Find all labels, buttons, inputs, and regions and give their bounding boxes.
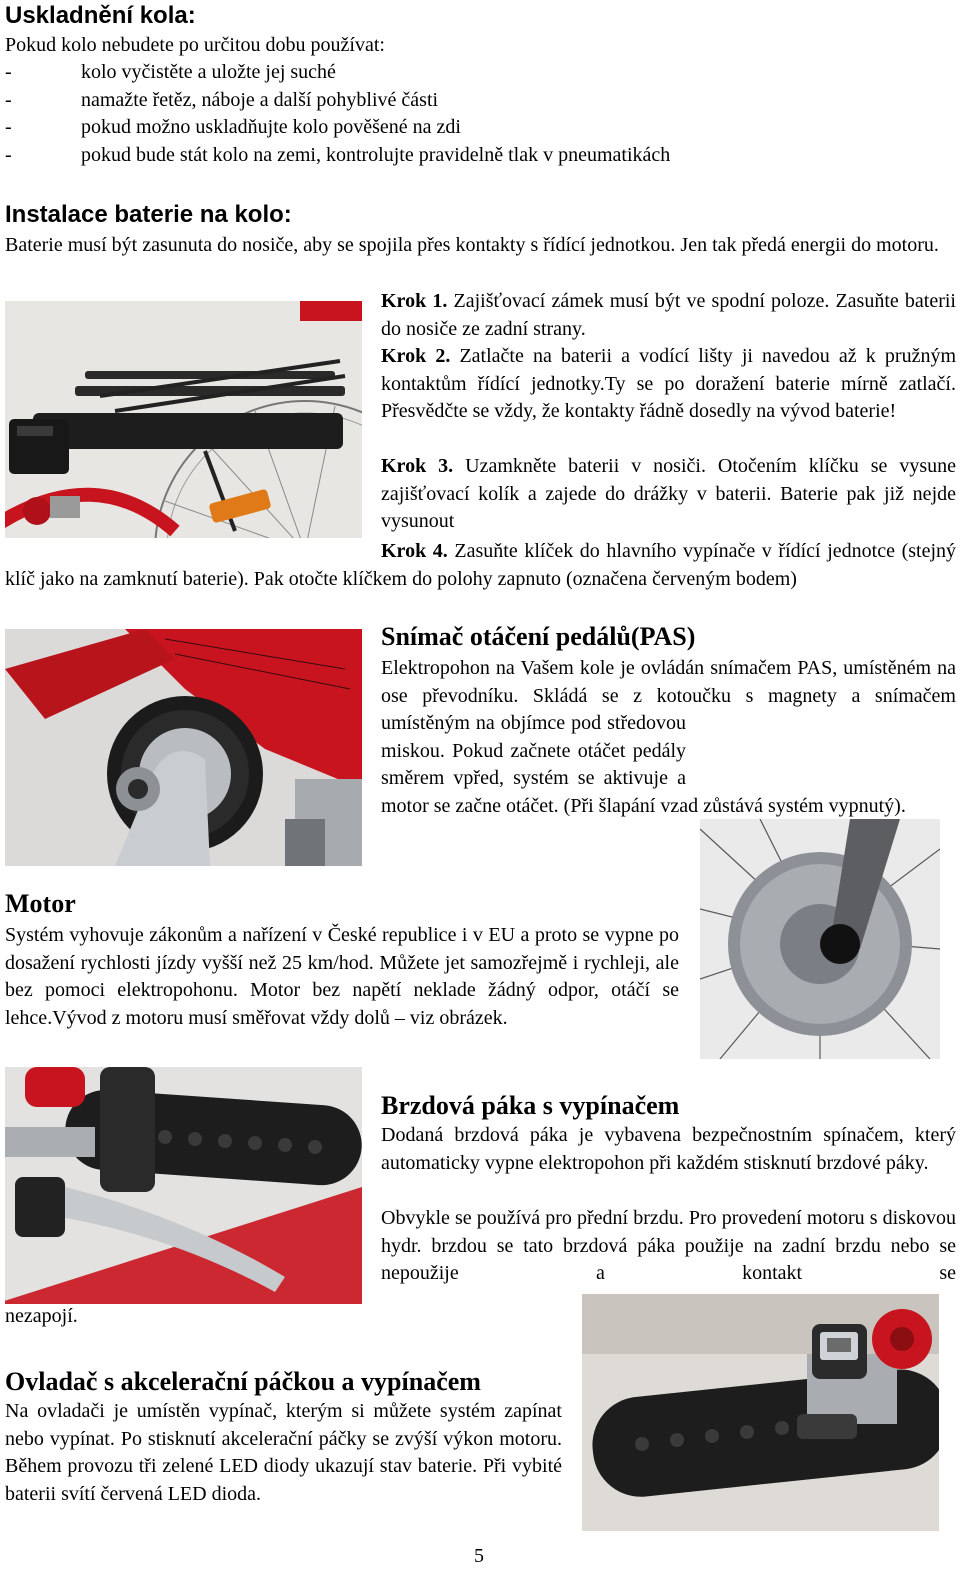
pas-text: Elektropohon na Vašem kole je ovládán snímačem PAS, umístěném na ose převodníku. Skládá se z kotoučku s magnety a snímačem umístěným na objímce pod středovou miskou. Pokud začnete otáčet pedály směrem vpřed, systém se aktivuje a motor se začne otáčet. (Při šlapání vzad zůstává systém vypnutý). <box>381 657 956 817</box>
controller-title: Ovladač s akcelerační páčkou a vypínačem <box>5 1367 481 1396</box>
list-item: - kolo vyčistěte a uložte jej suché <box>5 61 336 83</box>
rear-rack-battery-photo <box>5 301 362 538</box>
pedal-sensor-photo <box>5 629 362 866</box>
storage-intro: Pokud kolo nebudete po určitou dobu používat: <box>5 34 385 56</box>
battery-title: Instalace baterie na kolo: <box>5 201 292 228</box>
controller-text: Na ovladači je umístěn vypínač, kterým si můžete systém zapínat nebo vypínat. Po stisknutí akcelerační páčky se zvýší výkon motoru. Během provozu tři zelené LED diody ukazují stav baterie. Při vybité baterii svítí červená LED dioda. <box>5 1400 562 1505</box>
list-item: - pokud možno uskladňujte kolo pověšené na zdi <box>5 116 461 138</box>
step2-label: Krok 2. <box>381 345 451 367</box>
motor-title: Motor <box>5 889 76 918</box>
step1-text: Zajišťovací zámek musí být ve spodní poloze. Zasuňte baterii do nosiče ze zadní strany. <box>381 290 956 340</box>
list-item: - pokud bude stát kolo na zemi, kontrolujte pravidelně tlak v pneumatikách <box>5 144 671 166</box>
brake-text2-tail: nezapojí. <box>5 1305 78 1327</box>
list-item: - namažte řetěz, náboje a další pohyblivé části <box>5 89 439 111</box>
motor-text: Systém vyhovuje zákonům a nařízení v České republice i v EU a proto se vypne po dosažení rychlosti jízdy vyšší než 25 km/hod. Můžete jet samozřejmě i rychleji, ale bez pomoci elektropohonu. Motor bez napětí neklade žádný odpor, otáčí se lehce.Vývod z motoru musí směřovat vždy dolů – viz obrázek. <box>5 924 679 1029</box>
step3-text: Uzamkněte baterii v nosiči. Otočením klíčku se vysune zajišťovací kolík a zajede do drážky v baterii. Baterie pak již nejde vysunout <box>381 455 956 532</box>
throttle-controller-photo <box>582 1294 939 1531</box>
battery-intro: Baterie musí být zasunuta do nosiče, aby se spojila přes kontakty s řídící jednotkou. Jen tak předá energii do motoru. <box>5 234 939 256</box>
front-hub-motor-photo <box>700 819 940 1059</box>
step4-label: Krok 4. <box>381 540 448 562</box>
brake-text1: Dodaná brzdová páka je vybavena bezpečnostním spínačem, který automaticky vypne elektropohon při každém stisknutí brzdové páky. <box>381 1124 956 1174</box>
step4-paragraph <box>5 538 956 593</box>
step1-label: Krok 1. <box>381 290 448 312</box>
storage-title: Uskladnění kola: <box>5 2 196 29</box>
page-number: 5 <box>474 1545 484 1567</box>
brake-lever-photo <box>5 1067 362 1304</box>
pas-title: Snímač otáčení pedálů(PAS) <box>381 622 696 651</box>
brake-text2: Obvykle se používá pro přední brzdu. Pro provedení motoru s diskovou hydr. brzdou se tato brzdová páka použije na zadní brzdu nebo se nepoužije a kontakt se <box>381 1207 956 1284</box>
step3-label: Krok 3. <box>381 455 454 477</box>
step4-text: Zasuňte klíček do hlavního vypínače v řídící jednotce (stejný klíč jako na zamknutí baterie). Pak otočte klíčkem do polohy zapnuto (označena červeným bodem) <box>5 540 956 590</box>
step2-text: Zatlačte na baterii a vodící lišty ji navedou až k pružným kontaktům řídící jednotky.Ty se po doražení baterie mírně zatlačí. Přesvědčte se vždy, že kontakty řádně dosedly na vývod baterie! <box>381 345 956 422</box>
brake-title: Brzdová páka s vypínačem <box>381 1091 680 1120</box>
battery-steps <box>381 288 956 536</box>
